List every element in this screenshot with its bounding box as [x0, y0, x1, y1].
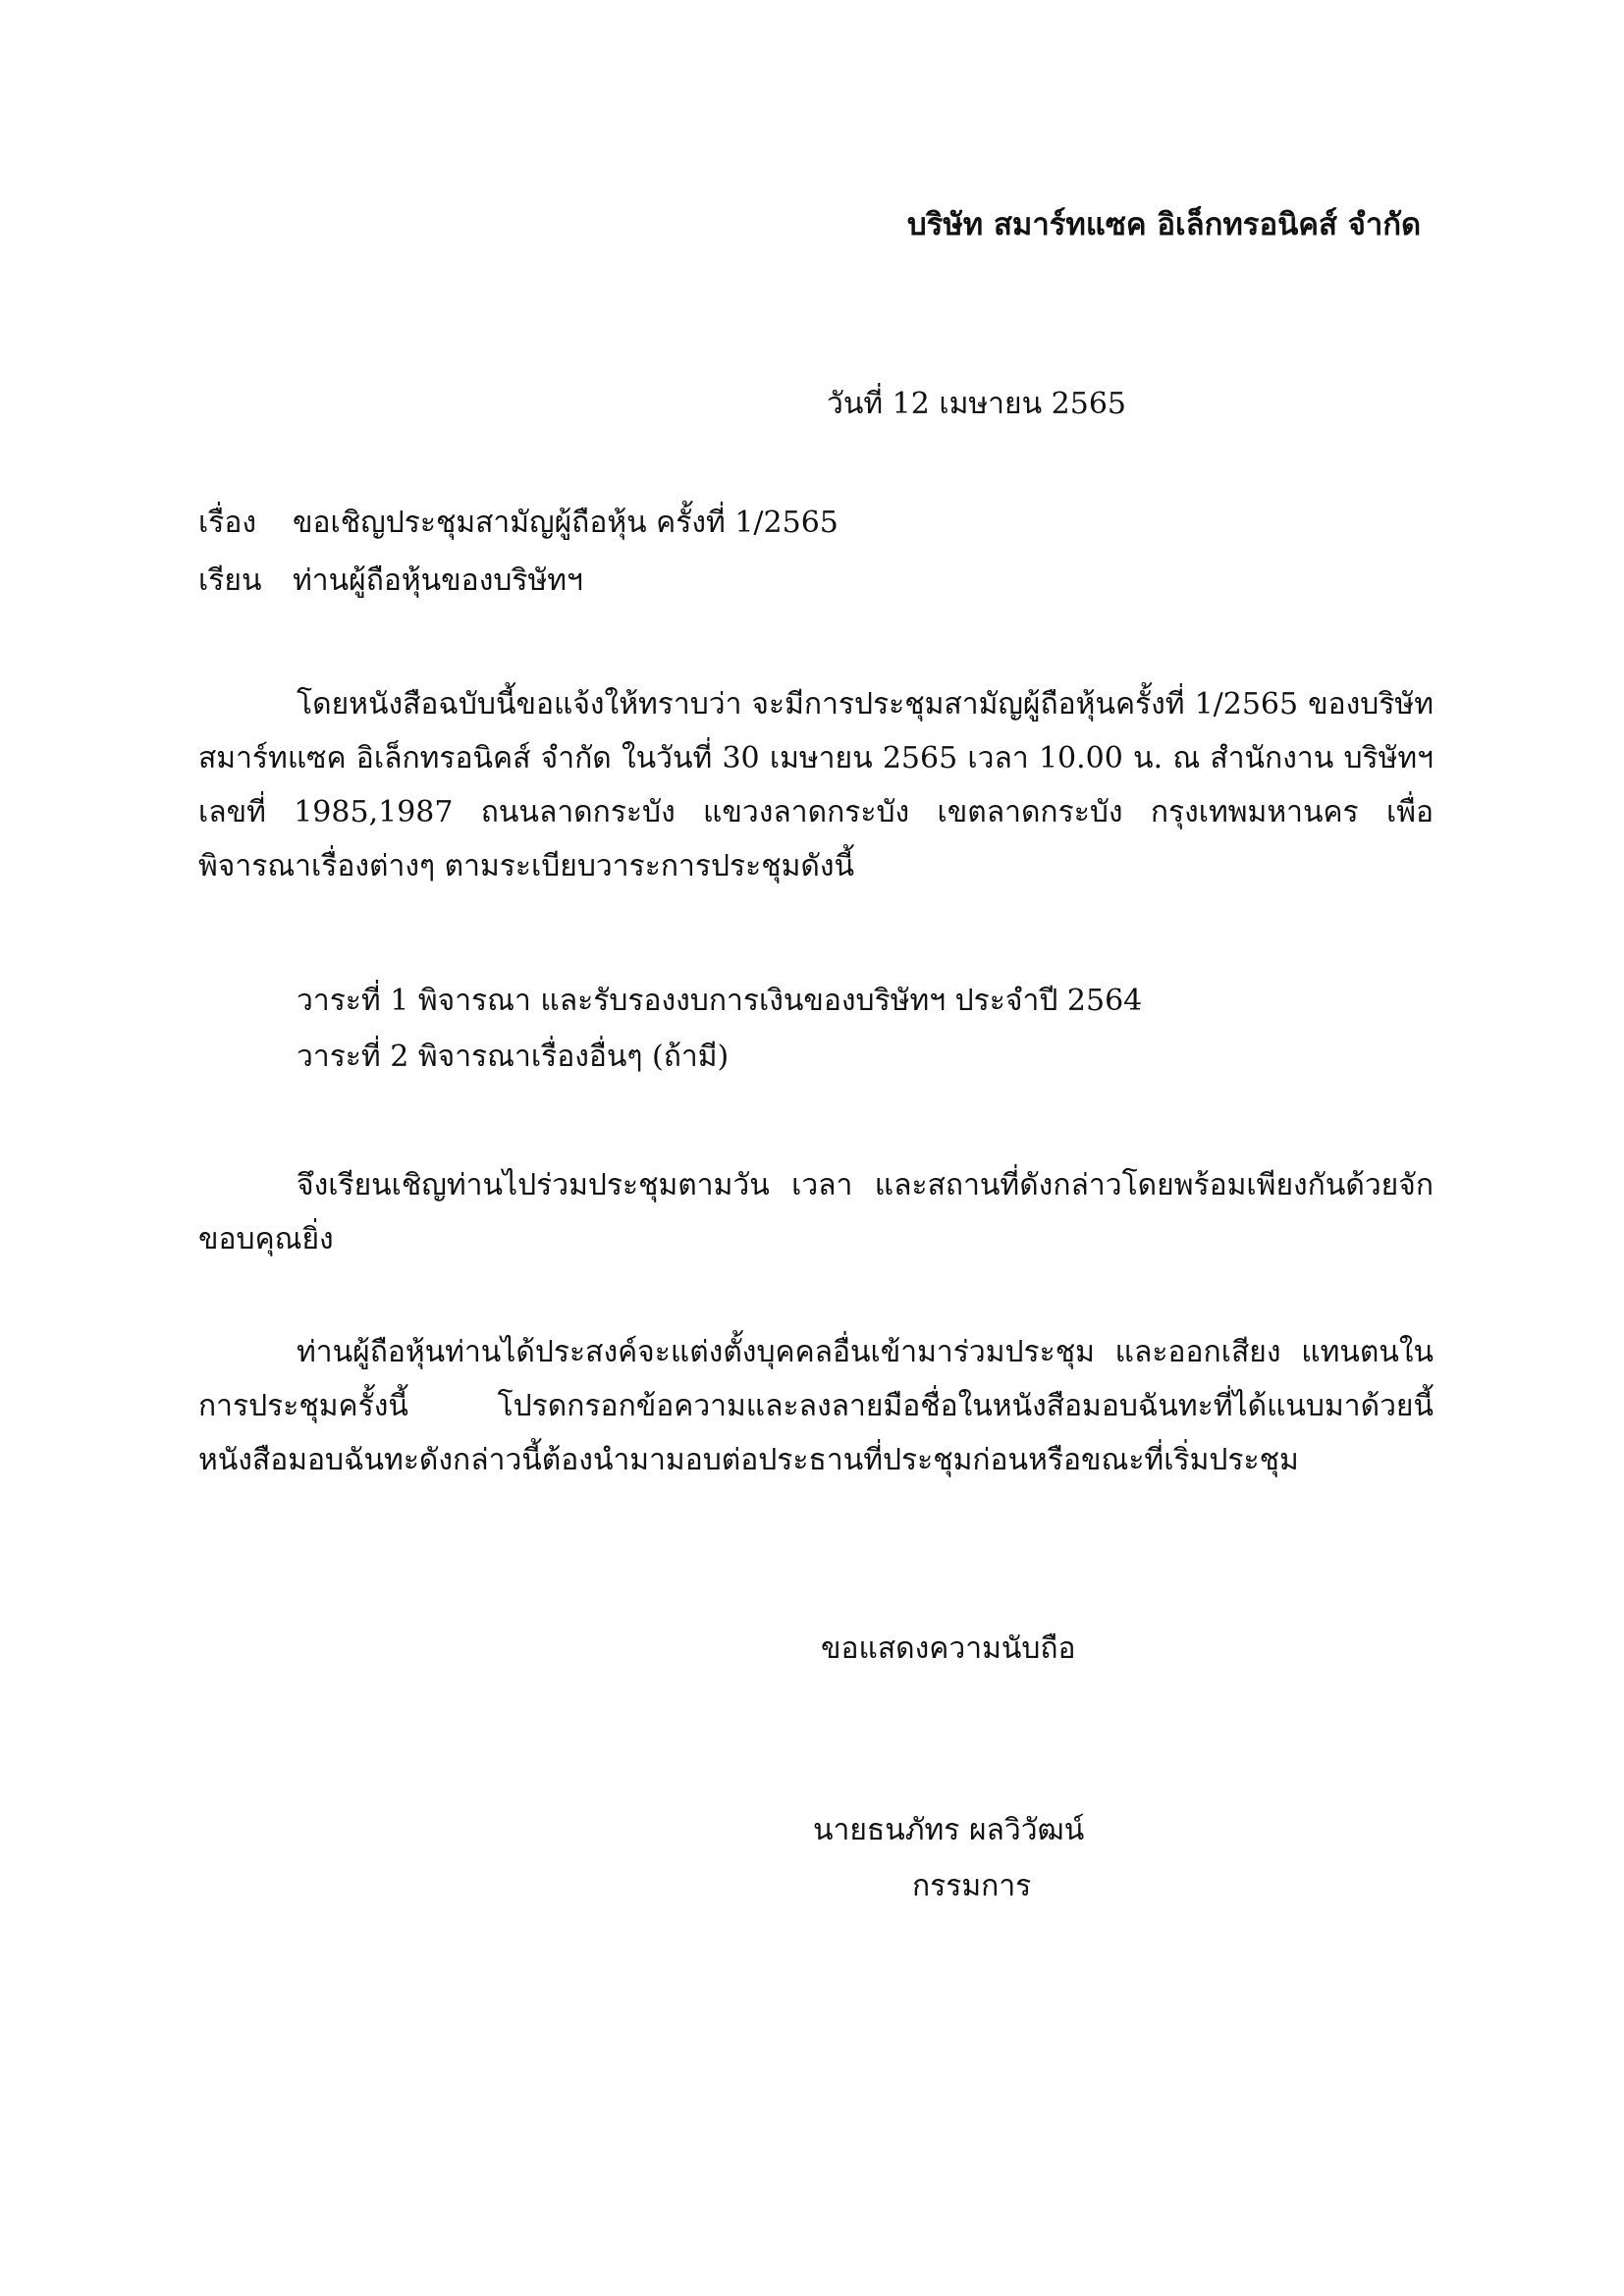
- subject-label: เรื่อง: [198, 506, 257, 540]
- recipient-value: ท่านผู้ถือหุ้นของบริษัทฯ: [293, 563, 583, 598]
- invitation-text: จึงเรียนเชิญท่านไปร่วมประชุมตามวัน เวลา และสถานที่ดังกล่าวโดยพร้อมเพียงกันด้วยจักขอบคุณยิ่ง: [198, 1168, 1434, 1256]
- subject-value: ขอเชิญประชุมสามัญผู้ถือหุ้น ครั้งที่ 1/2565: [293, 506, 839, 540]
- proxy-paragraph: [198, 1325, 1434, 1487]
- signer-title: กรรมการ: [912, 1869, 1032, 1903]
- agenda-item-2: วาระที่ 2 พิจารณาเรื่องอื่นๆ (ถ้ามี): [297, 1040, 730, 1074]
- proxy-text: ท่านผู้ถือหุ้นท่านได้ประสงค์จะแต่งตั้งบุคคลอื่นเข้ามาร่วมประชุม และออกเสียง แทนตนในการประชุมครั้งนี้ โปรดกรอกข้อความและลงลายมือชื่อในหนังสือมอบฉันทะที่ได้แนบมาด้วยนี้ หนังสือมอบฉันทะดังกล่าวนี้ต้องนำมามอบต่อประธานที่ประชุมก่อนหรือขณะที่เริ่มประชุม: [198, 1335, 1434, 1477]
- company-name: บริษัท สมาร์ทแซค อิเล็กทรอนิคส์ จำกัด: [907, 207, 1422, 242]
- closing-salutation: ขอแสดงความนับถือ: [821, 1631, 1076, 1666]
- meeting-notice-paragraph: [198, 677, 1434, 893]
- signer-name: นายธนภัทร ผลวิวัฒน์: [813, 1813, 1085, 1847]
- letter-date: วันที่ 12 เมษายน 2565: [827, 387, 1126, 421]
- meeting-notice-text: โดยหนังสือฉบับนี้ขอแจ้งให้ทราบว่า จะมีการประชุมสามัญผู้ถือหุ้นครั้งที่ 1/2565 ของบริษัท สมาร์ทแซค อิเล็กทรอนิคส์ จำกัด ในวันที่ 30 เมษายน 2565 เวลา 10.00 น. ณ สำนักงาน บริษัทฯ เลขที่ 1985,1987 ถนนลาดกระบัง แขวงลาดกระบัง เขตลาดกระบัง กรุงเทพมหานคร เพื่อพิจารณาเรื่องต่างๆ ตามระเบียบวาระการประชุมดังนี้: [198, 687, 1434, 883]
- invitation-paragraph: [198, 1158, 1434, 1266]
- agenda-item-1: วาระที่ 1 พิจารณา และรับรองงบการเงินของบริษัทฯ ประจำปี 2564: [297, 984, 1143, 1018]
- recipient-label: เรียน: [198, 563, 262, 598]
